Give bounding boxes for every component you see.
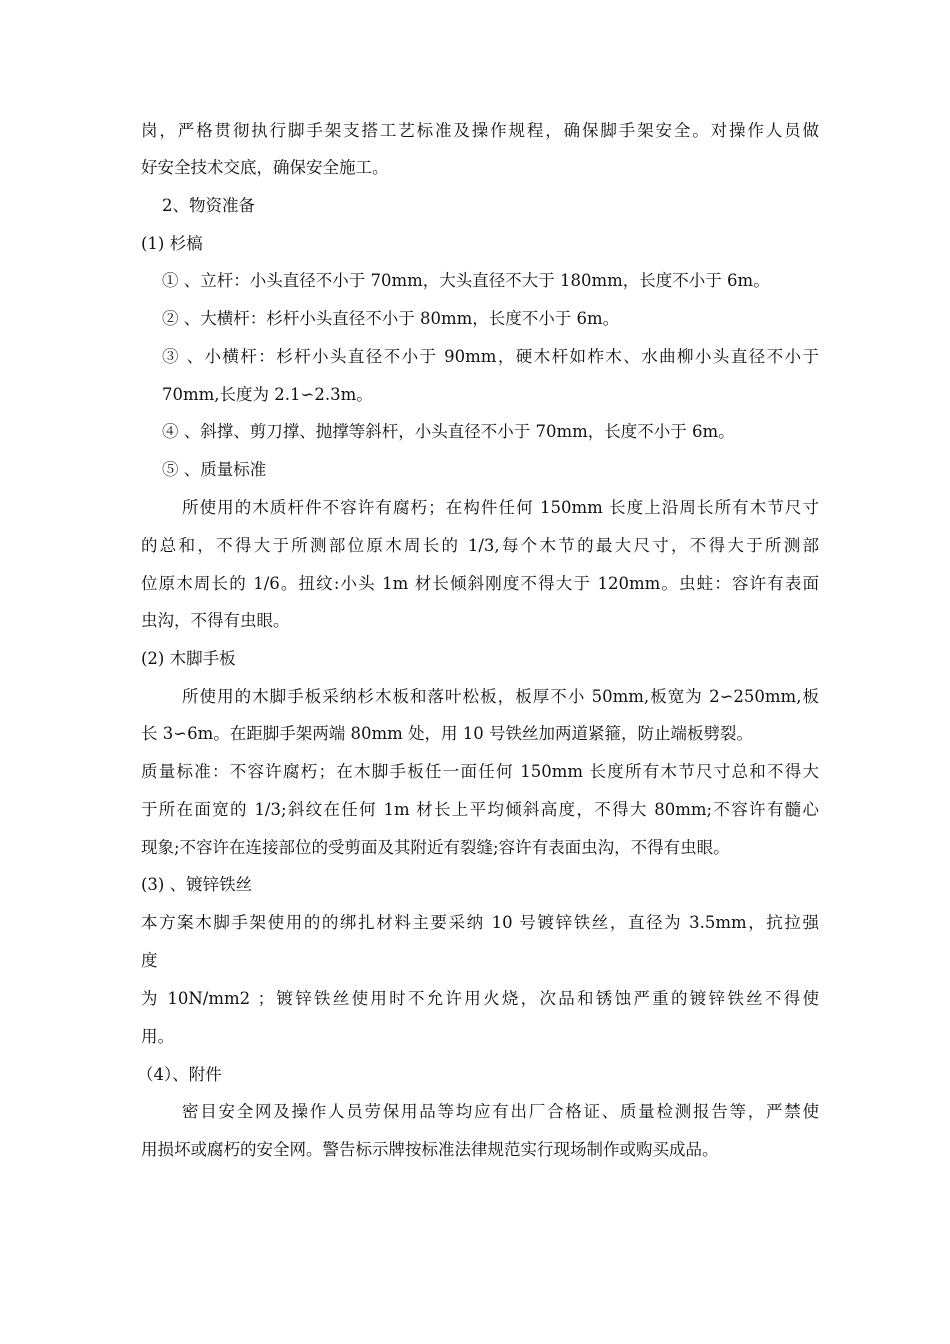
paragraph-line: 度 (141, 951, 158, 970)
paragraph-line: 位原木周长的 1/6。扭纹:小头 1m 材长倾斜刚度不得大于 120mm。虫蛀：容许有表面 (141, 574, 819, 593)
paragraph-line: 长 3∽6m。在距脚手架两端 80mm 处，用 10 号铁丝加两道紧箍，防止端板劈裂。 (141, 724, 753, 743)
paragraph-line: 用。 (141, 1027, 174, 1046)
list-item: ③ 、小横杆：杉杆小头直径不小于 90mm，硬木杆如柞木、水曲柳小头直径不小于 (162, 347, 819, 366)
list-item: ② 、大横杆：杉杆小头直径不小于 80mm，长度不小于 6m。 (162, 309, 620, 328)
paragraph-line: 现象;不容许在连接部位的受剪面及其附近有裂缝;容许有表面虫沟，不得有虫眼。 (141, 838, 730, 857)
text-line: 好安全技术交底，确保安全施工。 (141, 158, 389, 177)
subsection-heading: (1) 杉槁 (141, 234, 203, 253)
paragraph-line: 用损坏或腐朽的安全网。警告标示牌按标准法律规范实行现场制作或购买成品。 (141, 1140, 719, 1159)
paragraph-line: 虫沟，不得有虫眼。 (141, 611, 290, 630)
text-line: 岗，严格贯彻执行脚手架支搭工艺标准及操作规程，确保脚手架安全。对操作人员做 (141, 121, 819, 140)
list-item: ④ 、斜撑、剪刀撑、抛撑等斜杆，小头直径不小于 70mm，长度不小于 6m。 (162, 422, 735, 441)
list-item-continuation: 70mm,长度为 2.1∽2.3m。 (162, 385, 373, 404)
paragraph-line: 所使用的木脚手板采纳杉木板和落叶松板，板厚不小 50mm,板宽为 2∽250mm,板 (182, 687, 819, 706)
paragraph-line: 本方案木脚手架使用的的绑扎材料主要采纳 10 号镀锌铁丝，直径为 3.5mm，抗拉强 (141, 913, 819, 932)
paragraph-line: 为 10N/mm2 ；镀锌铁丝使用时不允许用火烧，次品和锈蚀严重的镀锌铁丝不得使 (141, 989, 819, 1008)
paragraph-line: 密目安全网及操作人员劳保用品等均应有出厂合格证、质量检测报告等，严禁使 (182, 1102, 819, 1121)
paragraph-line: 质量标准：不容许腐朽；在木脚手板任一面任何 150mm 长度所有木节尺寸总和不得大 (141, 762, 819, 781)
subsection-heading: （4）、附件 (137, 1065, 222, 1084)
list-item: ① 、立杆：小头直径不小于 70mm，大头直径不大于 180mm，长度不小于 6m。 (162, 271, 770, 290)
paragraph-line: 的总和，不得大于所测部位原木周长的 1/3,每个木节的最大尺寸，不得大于所测部 (141, 536, 819, 555)
subsection-heading: (2) 木脚手板 (141, 649, 236, 668)
paragraph-line: 于所在面宽的 1/3;斜纹在任何 1m 材长上平均倾斜高度，不得大 80mm;不容许有髓心 (141, 800, 819, 819)
paragraph-line: 所使用的木质杆件不容许有腐朽；在构件任何 150mm 长度上沿周长所有木节尺寸 (182, 498, 819, 517)
subsection-heading: (3) 、镀锌铁丝 (141, 875, 253, 894)
list-item: ⑤ 、质量标准 (162, 460, 267, 479)
section-heading: 2、物资准备 (162, 196, 255, 215)
